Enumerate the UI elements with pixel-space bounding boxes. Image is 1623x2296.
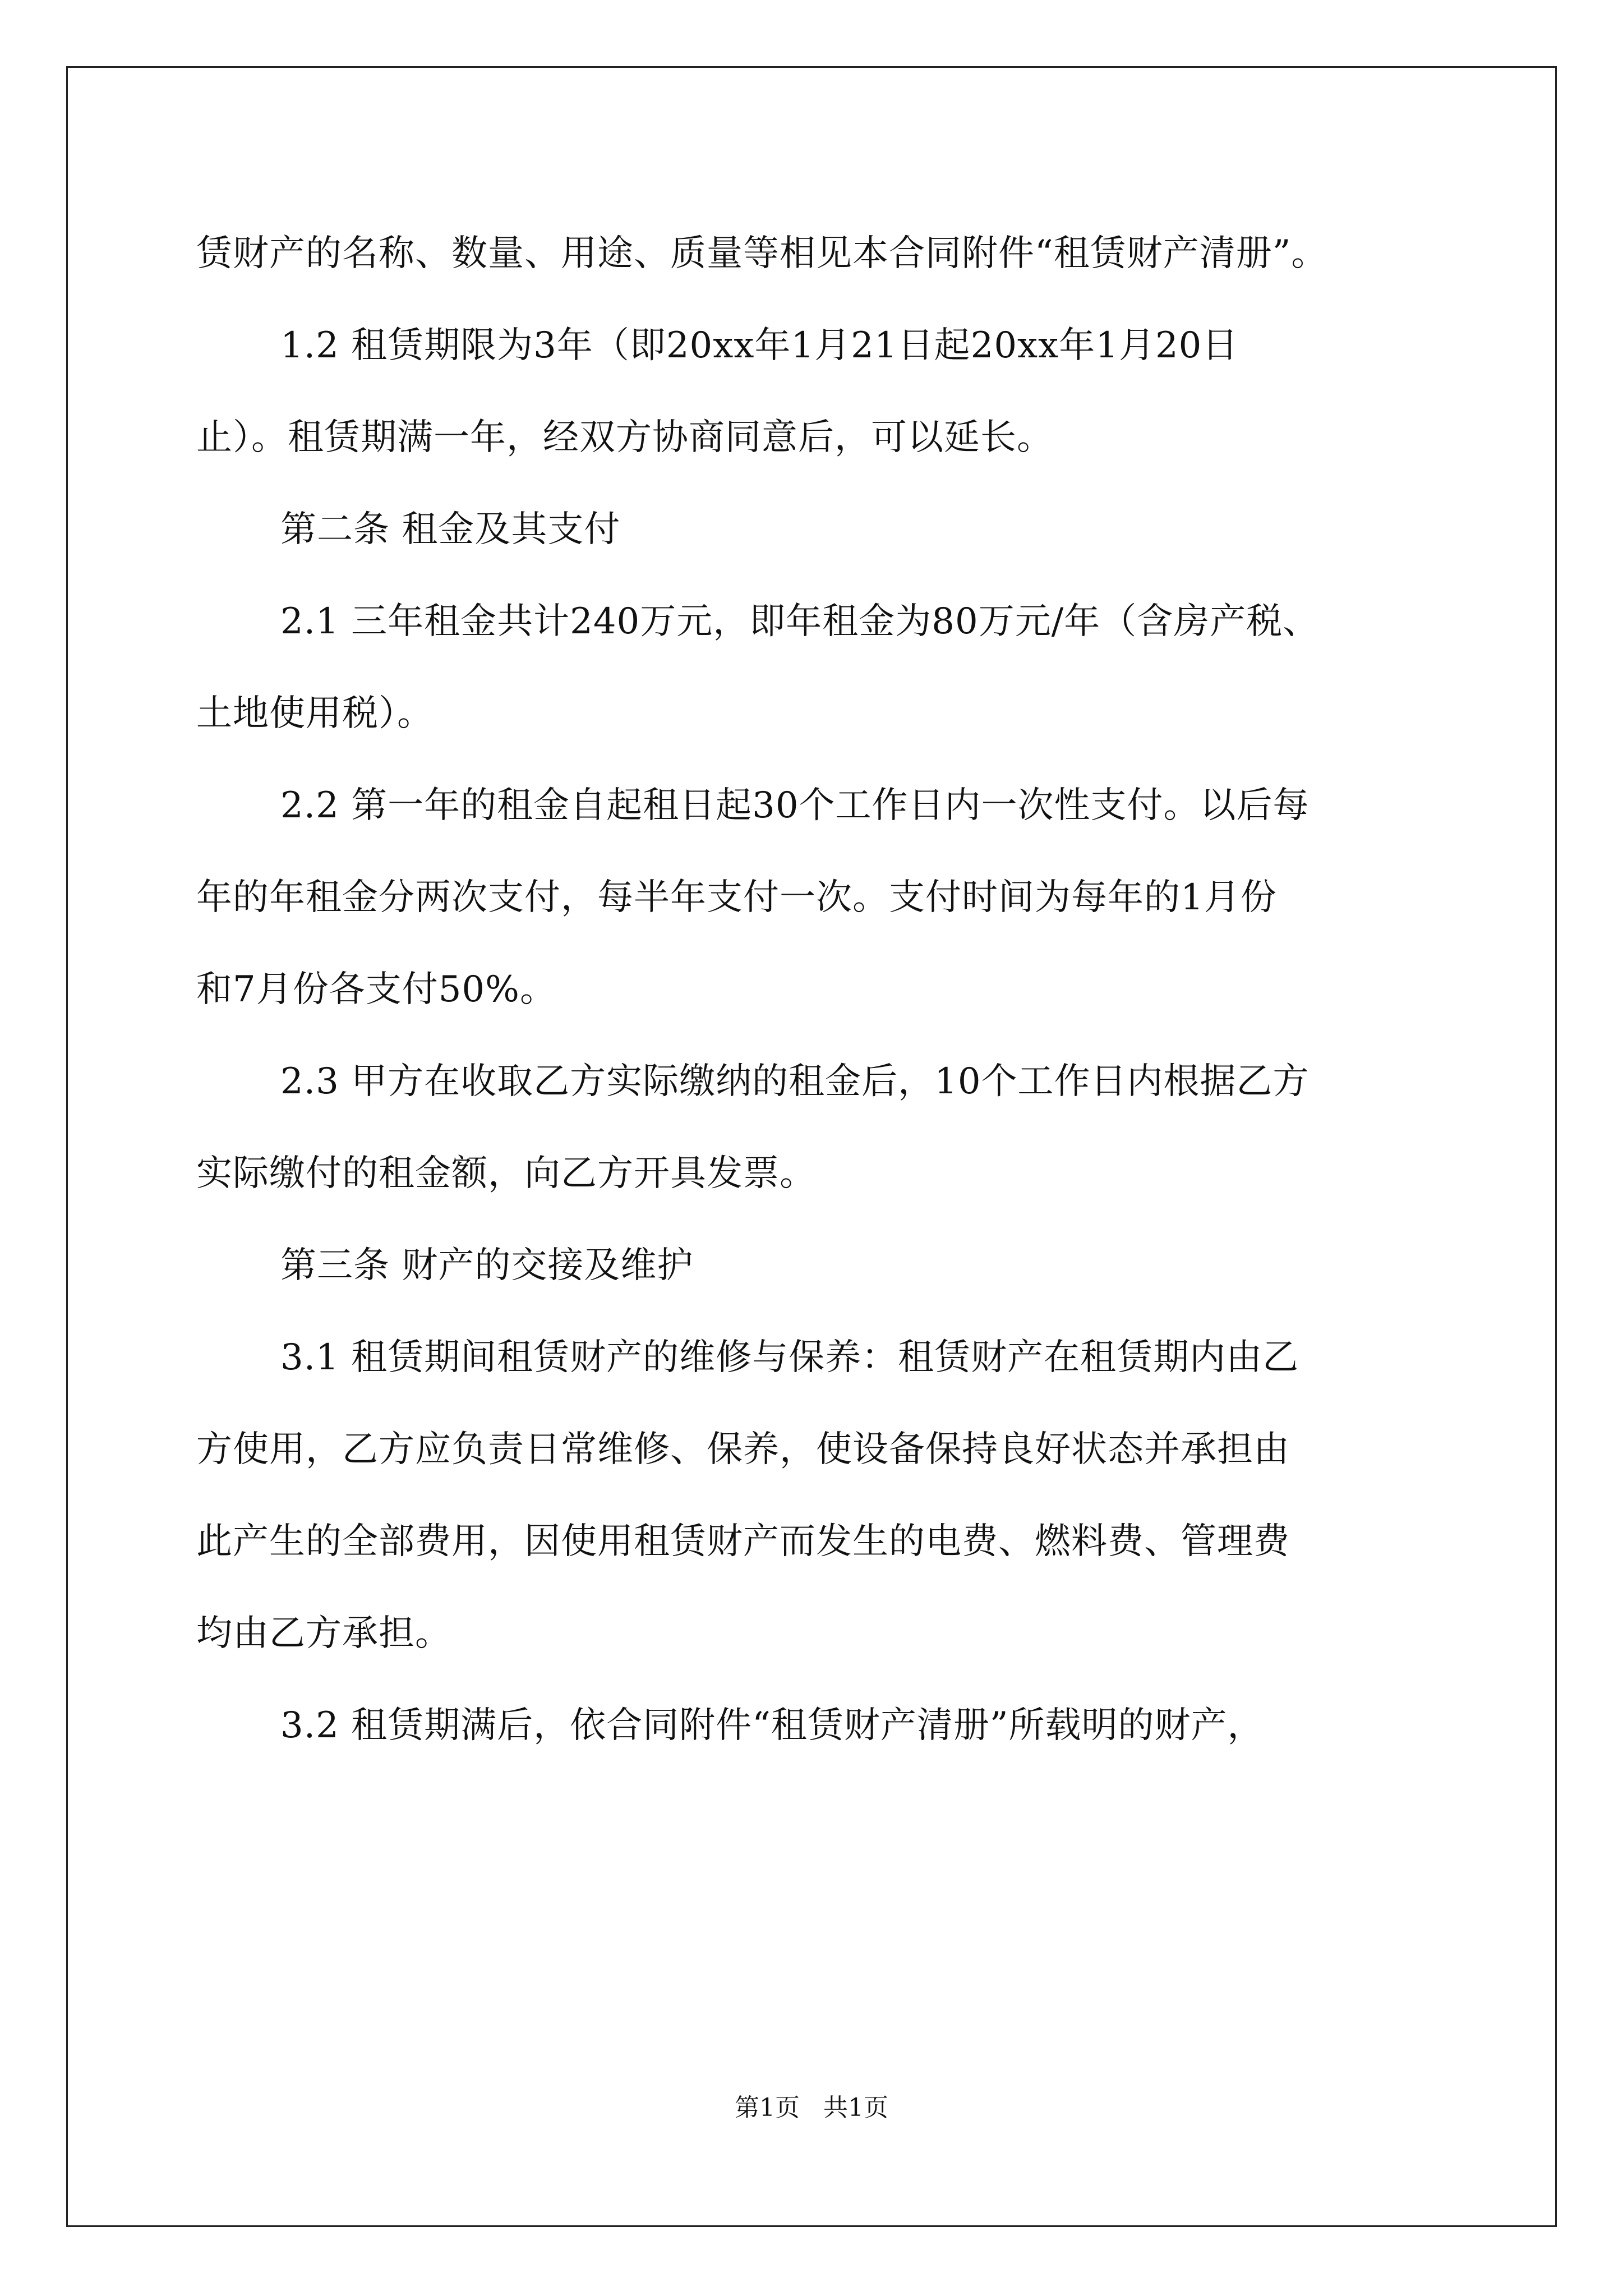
clause-3-1-line: 3.1 租赁期间租赁财产的维修与保养：租赁财产在租赁期内由乙 <box>280 1337 1299 1378</box>
article-3-heading: 第三条 财产的交接及维护 <box>280 1245 694 1286</box>
clause-1-2-line: 1.2 租赁期限为3年（即20xx年1月21日起20xx年1月20日 <box>280 325 1239 366</box>
text-line: 方使用，乙方应负责日常维修、保养，使设备保持良好状态并承担由 <box>196 1429 1290 1470</box>
text-line: 土地使用税）。 <box>196 693 434 734</box>
clause-2-1-line: 2.1 三年租金共计240万元，即年租金为80万元/年（含房产税、 <box>280 601 1320 642</box>
text-line: 止）。租赁期满一年，经双方协商同意后，可以延长。 <box>196 417 1053 458</box>
text-line: 此产生的全部费用，因使用租赁财产而发生的电费、燃料费、管理费 <box>196 1521 1290 1562</box>
text-line: 和7月份各支付50%。 <box>196 969 556 1010</box>
clause-2-3-line: 2.3 甲方在收取乙方实际缴纳的租金后，10个工作日内根据乙方 <box>280 1061 1310 1102</box>
clause-3-2-line: 3.2 租赁期满后，依合同附件“租赁财产清册”所载明的财产， <box>280 1705 1264 1746</box>
clause-2-2-line: 2.2 第一年的租金自起租日起30个工作日内一次性支付。以后每 <box>280 785 1310 826</box>
text-line: 均由乙方承担。 <box>196 1613 451 1654</box>
text-line: 赁财产的名称、数量、用途、质量等相见本合同附件“租赁财产清册”。 <box>196 233 1328 274</box>
text-line: 年的年租金分两次支付，每半年支付一次。支付时间为每年的1月份 <box>196 877 1277 918</box>
text-line: 实际缴付的租金额，向乙方开具发票。 <box>196 1153 816 1194</box>
article-2-heading: 第二条 租金及其支付 <box>280 509 621 550</box>
document-body <box>196 208 1441 1772</box>
page-number-footer: 第1页 共1页 <box>735 2093 888 2122</box>
